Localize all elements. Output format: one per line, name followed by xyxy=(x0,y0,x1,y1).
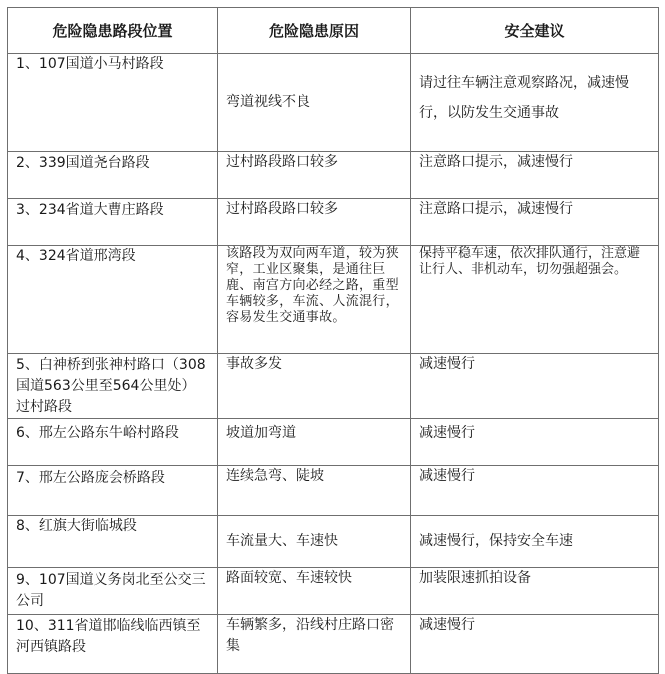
table-row xyxy=(8,466,659,516)
row-cause: 车辆繁多，沿线村庄路口密集 xyxy=(218,615,411,674)
row-cause: 该路段为双向两车道，较为狭窄，工业区聚集，是通往巨鹿、南宫方向必经之路，重型车辆较多，车流、人流混行，容易发生交通事故。 xyxy=(218,246,411,354)
table-row xyxy=(8,246,659,354)
row-location: 10、311省道邯临线临西镇至河西镇路段 xyxy=(8,615,218,674)
row-location: 4、324省道邢湾段 xyxy=(8,246,218,354)
row-advice: 请过往车辆注意观察路况，减速慢行，以防发生交通事故 xyxy=(411,54,659,152)
table-row xyxy=(8,516,659,568)
row-advice: 注意路口提示，减速慢行 xyxy=(411,152,659,199)
row-advice: 减速慢行 xyxy=(411,419,659,466)
row-cause: 车流量大、车速快 xyxy=(218,516,411,568)
row-location: 6、邢左公路东牛峪村路段 xyxy=(8,419,218,466)
row-location: 2、339国道尧台路段 xyxy=(8,152,218,199)
row-location: 9、107国道义务岗北至公交三公司 xyxy=(8,568,218,615)
row-advice: 保持平稳车速，依次排队通行，注意避让行人、非机动车，切勿强超强会。 xyxy=(411,246,659,354)
row-advice: 减速慢行 xyxy=(411,466,659,516)
row-cause: 事故多发 xyxy=(218,354,411,419)
row-cause: 路面较宽、车速较快 xyxy=(218,568,411,615)
row-location: 7、邢左公路庞会桥路段 xyxy=(8,466,218,516)
row-advice: 减速慢行，保持安全车速 xyxy=(411,516,659,568)
table-row xyxy=(8,152,659,199)
hazard-road-table xyxy=(7,7,659,674)
row-advice: 减速慢行 xyxy=(411,354,659,419)
row-advice: 注意路口提示，减速慢行 xyxy=(411,199,659,246)
row-location: 1、107国道小马村路段 xyxy=(8,54,218,152)
row-location: 5、白神桥到张神村路口（308国道563公里至564公里处）过村路段 xyxy=(8,354,218,419)
table-row xyxy=(8,615,659,674)
row-advice: 加装限速抓拍设备 xyxy=(411,568,659,615)
row-cause: 弯道视线不良 xyxy=(218,54,411,152)
header-cause: 危险隐患原因 xyxy=(218,8,411,54)
row-cause: 连续急弯、陡坡 xyxy=(218,466,411,516)
table-header-row xyxy=(8,8,659,54)
table-row xyxy=(8,354,659,419)
row-advice: 减速慢行 xyxy=(411,615,659,674)
header-advice: 安全建议 xyxy=(411,8,659,54)
table-row xyxy=(8,199,659,246)
header-location: 危险隐患路段位置 xyxy=(8,8,218,54)
row-cause: 坡道加弯道 xyxy=(218,419,411,466)
row-cause: 过村路段路口较多 xyxy=(218,199,411,246)
row-cause: 过村路段路口较多 xyxy=(218,152,411,199)
row-location: 3、234省道大曹庄路段 xyxy=(8,199,218,246)
table-row xyxy=(8,54,659,152)
table-row xyxy=(8,568,659,615)
row-location: 8、红旗大街临城段 xyxy=(8,516,218,568)
table-row xyxy=(8,419,659,466)
